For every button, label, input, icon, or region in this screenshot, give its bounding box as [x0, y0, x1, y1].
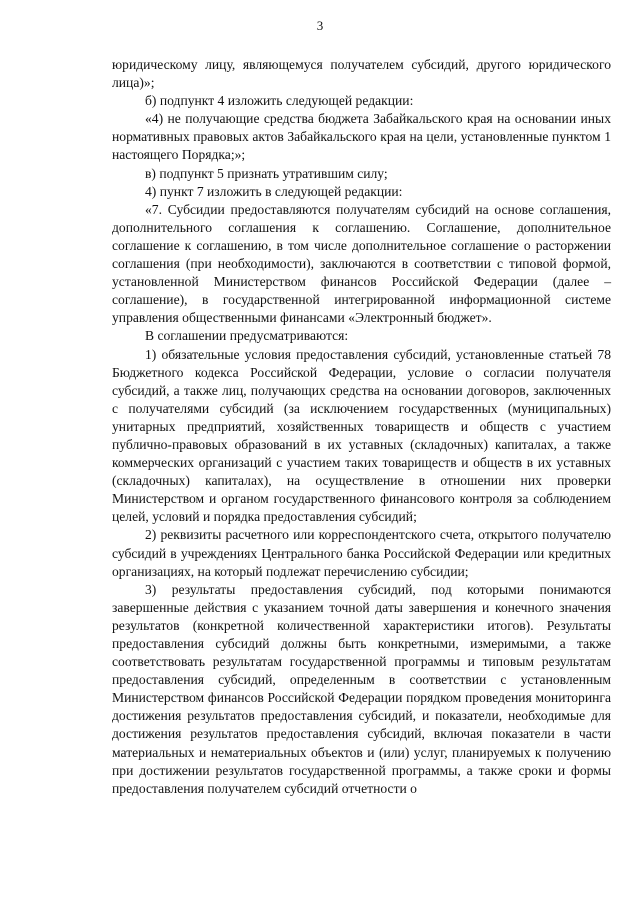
paragraph-provision-3: 3) результаты предоставления субсидий, под которыми понимаются завершенные действия с указанием точной даты завершения и конечного значения результатов (конкретной количественной характеристики итогов). Результаты предоставления субсидий должны быть конкретными, измеримыми, а также соответствовать результатам государственной программы и типовым результатам предоставления субсидий, определенным в соответствии с установленным Министерством финансов Российской Федерации порядком проведения мониторинга достижения результатов предоставления субсидий, и показатели, необходимые для достижения результатов предоставления субсидий, включая показатели в части материальных и нематериальных объектов и (или) услуг, планируемых к получению при достижении результатов государственной программы, а также сроки и формы предоставления получателем субсидий отчетности о [112, 581, 611, 796]
paragraph-continuation: юридическому лицу, являющемуся получателем субсидий, другого юридического лица)»; [112, 57, 611, 91]
paragraph-agreement-provisions: В соглашении предусматриваются: [145, 328, 349, 344]
document-body [112, 56, 611, 798]
paragraph-provision-2: 2) реквизиты расчетного или корреспондентского счета, открытого получателю субсидий в учреждениях Центрального банка Российской Федерации или кредитных организациях, на который подлежат перечислению субсидии; [112, 527, 611, 579]
paragraph-subitem-4-text: «4) не получающие средства бюджета Забайкальского края на основании иных нормативных правовых актов Забайкальского края на цели, установленные пунктом 1 настоящего Порядка;»; [112, 111, 611, 163]
paragraph-subitem-b: б) подпункт 4 изложить следующей редакции: [145, 93, 414, 109]
paragraph-provision-1: 1) обязательные условия предоставления субсидий, установленные статьей 78 Бюджетного кодекса Российской Федерации, условие о согласии получателя субсидий, а также лиц, получающих средства на основании договоров, заключенных с получателями субсидий (за исключением государственных (муниципальных) унитарных предприятий, хозяйственных товариществ и обществ с участием публично-правовых образований в их уставных (складочных) капиталах, а также коммерческих организаций с участием таких товариществ и обществ в их уставных (складочных) капиталах), на осуществление в отношении них проверки Министерством и органом государственного финансового контроля за соблюдением целей, условий и порядка предоставления субсидий; [112, 346, 611, 525]
page-number: 3 [316, 18, 324, 33]
paragraph-item-4: 4) пункт 7 изложить в следующей редакции: [145, 183, 403, 199]
paragraph-subitem-v: в) подпункт 5 признать утратившим силу; [145, 165, 388, 181]
paragraph-clause-7: «7. Субсидии предоставляются получателям субсидий на основе соглашения, дополнительного соглашения к соглашению. Соглашение, дополнительное соглашение к соглашению, в том числе дополнительное соглашение о расторжении соглашения (при необходимости), заключаются в соответствии с типовой формой, установленной Министерством финансов Российской Федерации (далее – соглашение), в государственной интегрированной информационной системе управления общественными финансами «Электронный бюджет». [112, 201, 611, 326]
